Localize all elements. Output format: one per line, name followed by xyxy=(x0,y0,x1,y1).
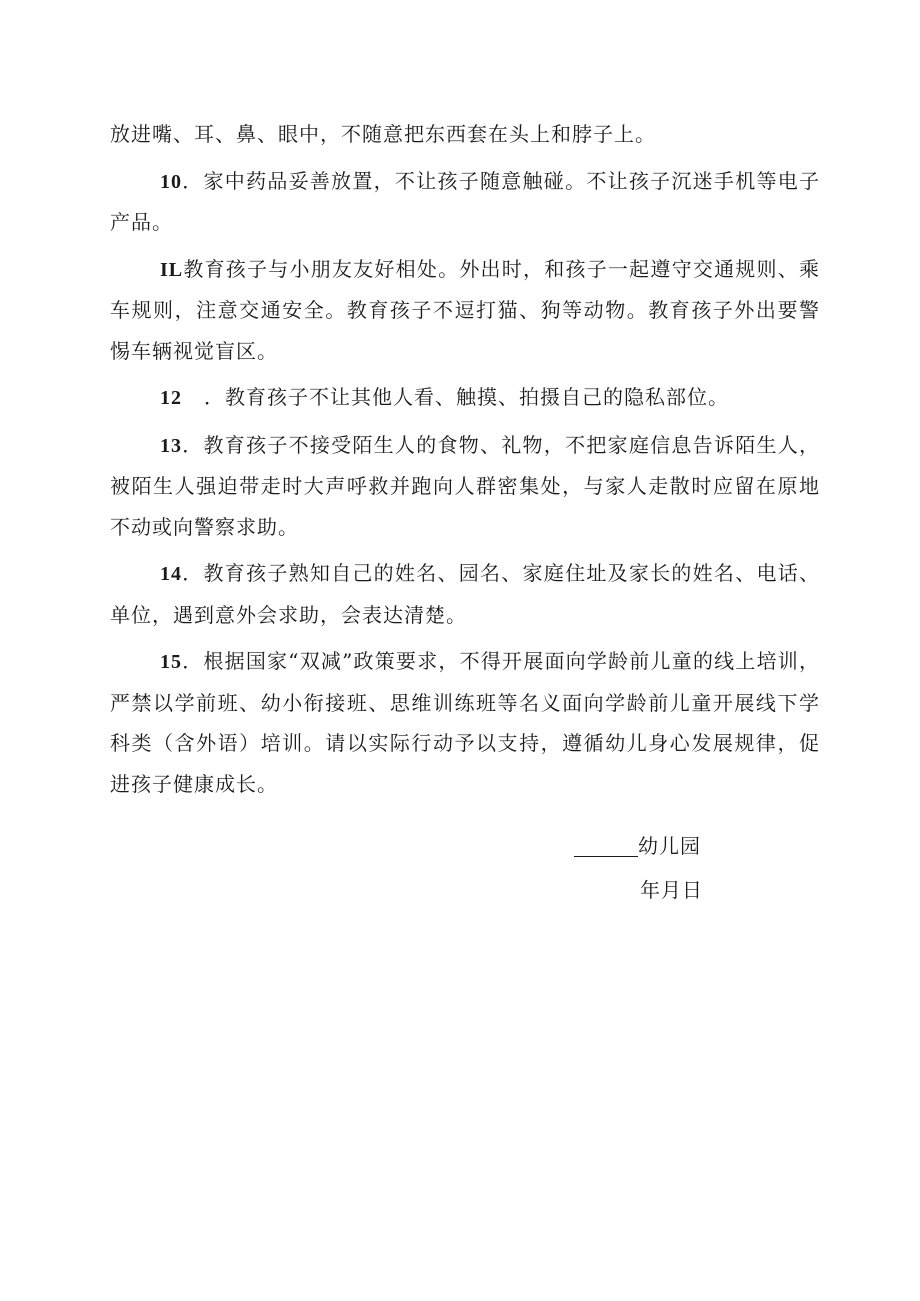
signature-date: 年月日 xyxy=(640,878,703,902)
signature-line xyxy=(574,826,701,866)
document-body xyxy=(110,114,820,810)
paragraph-text: 放进嘴、耳、鼻、眼中，不随意把东西套在头上和脖子上。 xyxy=(110,122,656,146)
paragraph-text: ．教育孩子熟知自己的姓名、园名、家庭住址及家长的姓名、电话、单位，遇到意外会求助，会表达清楚。 xyxy=(110,561,820,627)
paragraph-text: ．家中药品妥善放置，不让孩子随意触碰。不让孩子沉迷手机等电子产品。 xyxy=(110,168,820,234)
kindergarten-name-blank xyxy=(574,826,638,857)
paragraph-item-15 xyxy=(110,641,820,804)
item-number: IL xyxy=(160,258,184,281)
paragraph-text: ．教育孩子不接受陌生人的食物、礼物，不把家庭信息告诉陌生人，被陌生人强迫带走时大声呼救并跑向人群密集处，与家人走散时应留在原地不动或向警察求助。 xyxy=(110,432,820,539)
paragraph-item-14 xyxy=(110,553,820,635)
item-number: 14 xyxy=(160,563,182,585)
item-number: 13 xyxy=(160,434,182,457)
paragraph-text: ．根据国家“双减”政策要求，不得开展面向学龄前儿童的线上培训，严禁以学前班、幼小衔接班、思维训练班等名义面向学龄前儿童开展线下学科类（含外语）培训。请以实际行动予以支持，遵循幼儿身心发展规律，促进孩子健康成长。 xyxy=(110,649,820,796)
kindergarten-suffix: 幼儿园 xyxy=(638,834,701,858)
paragraph-continuation xyxy=(110,114,820,155)
item-number: 15 xyxy=(160,651,182,673)
paragraph-item-13 xyxy=(110,425,820,548)
paragraph-item-11 xyxy=(110,249,820,372)
paragraph-text: ．教育孩子不让其他人看、触摸、拍摄自己的隐私部位。 xyxy=(204,385,729,409)
paragraph-item-12 xyxy=(110,377,820,419)
paragraph-text: 教育孩子与小朋友友好相处。外出时，和孩子一起遵守交通规则、乘车规则，注意交通安全。教育孩子不逗打猫、狗等动物。教育孩子外出要警惕车辆视觉盲区。 xyxy=(110,256,820,363)
item-number: 10 xyxy=(160,170,182,193)
item-number: 12 xyxy=(160,387,182,409)
paragraph-item-10 xyxy=(110,161,820,243)
